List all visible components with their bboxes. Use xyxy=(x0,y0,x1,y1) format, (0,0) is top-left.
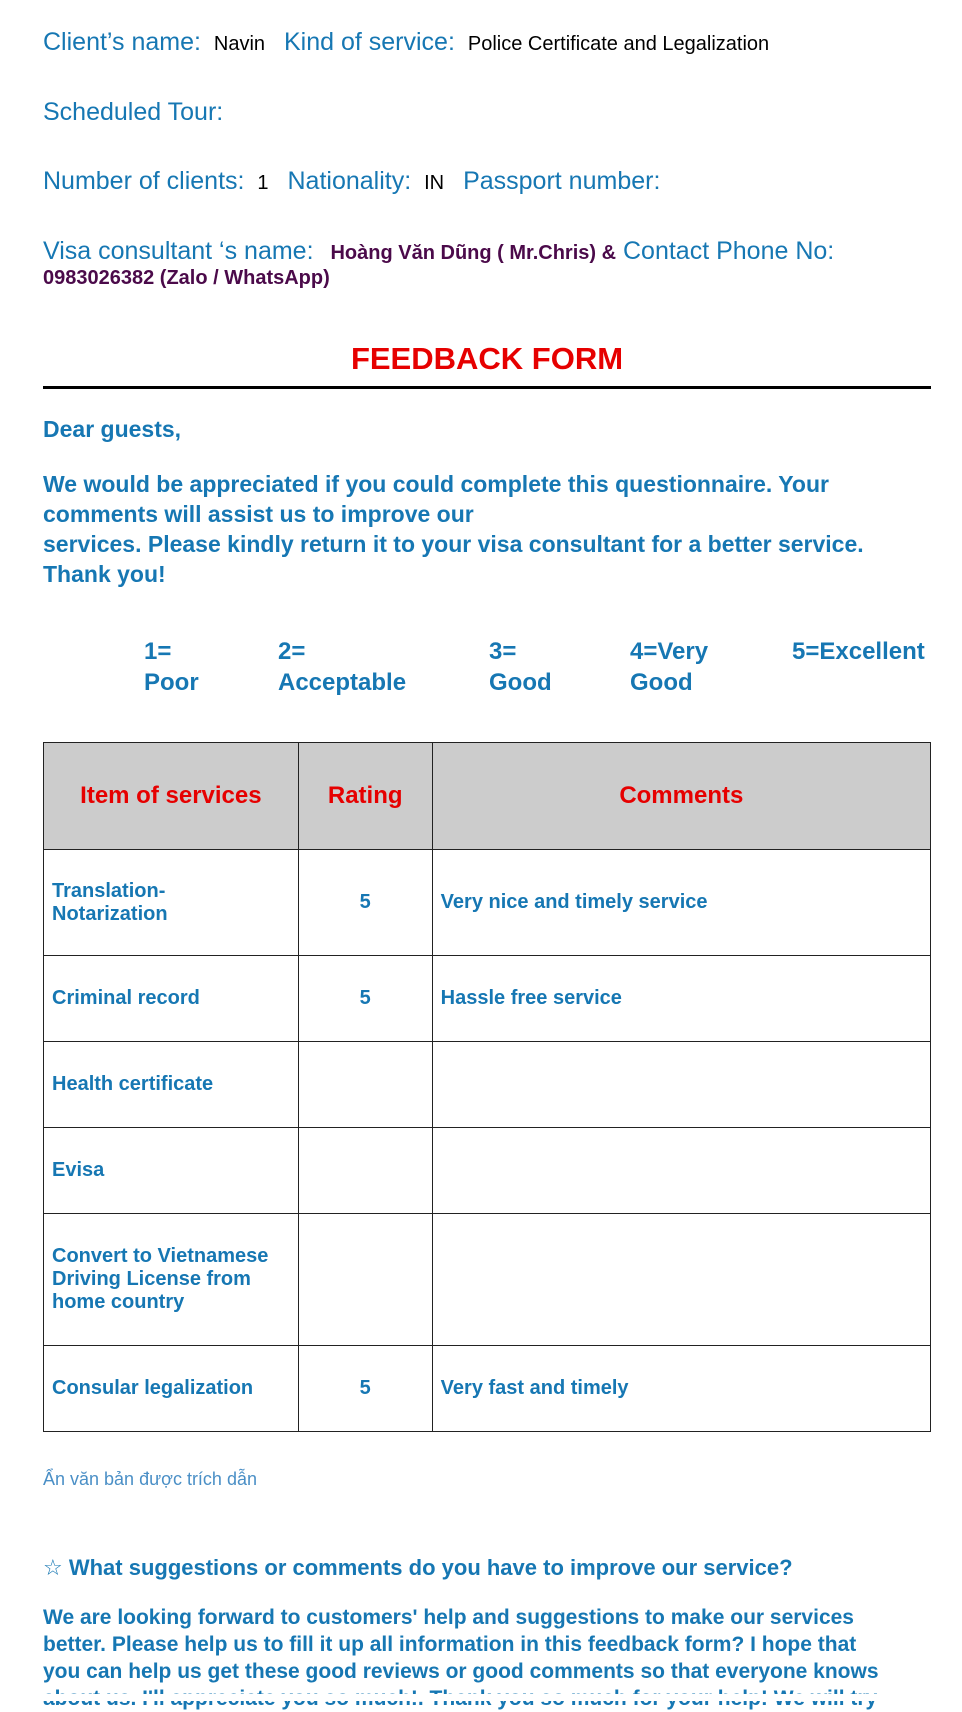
item-line: Driving License from xyxy=(52,1268,251,1290)
clients-row xyxy=(43,167,660,196)
rating-cell[interactable] xyxy=(298,1128,432,1214)
intro-line: We would be appreciated if you could complete this questionnaire. Your xyxy=(43,471,829,497)
item-line: Health certificate xyxy=(52,1073,214,1095)
table-row xyxy=(44,1128,931,1214)
greeting: Dear guests, xyxy=(43,416,182,442)
scale-label: Good xyxy=(630,669,693,696)
comment-cell[interactable] xyxy=(432,1042,930,1128)
scale-label: 1= xyxy=(144,638,172,665)
visa-consultant-value: Hoàng Văn Dũng ( Mr.Chris) & xyxy=(330,242,617,264)
rating-scale-2 xyxy=(278,636,406,698)
show-quoted-text-link[interactable]: Ẩn văn bản được trích dẫn xyxy=(43,1469,257,1489)
passport-number-label: Passport number: xyxy=(463,167,661,195)
rating-cell[interactable]: 5 xyxy=(298,956,432,1042)
item-cell xyxy=(44,850,299,956)
table-header-row xyxy=(44,743,931,850)
table-row xyxy=(44,956,931,1042)
number-of-clients-value: 1 xyxy=(257,172,269,194)
client-info-row xyxy=(43,28,781,57)
tour-row xyxy=(43,98,223,127)
intro-line: comments will assist us to improve our xyxy=(43,501,474,527)
scale-label: Poor xyxy=(144,669,199,696)
item-cell xyxy=(44,1346,299,1432)
scale-label: 3= xyxy=(489,638,517,665)
closing-line: We are looking forward to customers' help and suggestions to make our services xyxy=(43,1606,854,1629)
table-row xyxy=(44,1346,931,1432)
closing-line: you can help us get these good reviews or good comments so that everyone knows xyxy=(43,1660,879,1683)
comment-cell[interactable] xyxy=(432,1128,930,1214)
item-line: Criminal record xyxy=(52,987,200,1009)
scale-label: Acceptable xyxy=(278,669,407,696)
form-title: FEEDBACK FORM xyxy=(350,341,624,376)
client-name-label: Client’s name: xyxy=(43,28,201,56)
table-row xyxy=(44,850,931,956)
rating-cell[interactable] xyxy=(298,1214,432,1346)
services-rating-table xyxy=(43,742,931,1432)
rating-scale-5 xyxy=(792,636,925,667)
bottom-clip xyxy=(0,1694,962,1701)
scale-label: 5=Excellent xyxy=(792,638,925,665)
item-cell xyxy=(44,956,299,1042)
contact-phone-value: 0983026382 (Zalo / WhatsApp) xyxy=(43,267,330,289)
scale-label: Good xyxy=(489,669,552,696)
item-line: Consular legalization xyxy=(52,1377,254,1399)
item-line: Notarization xyxy=(52,902,168,925)
kind-of-service-label: Kind of service: xyxy=(284,28,455,56)
closing-line: better. Please help us to fill it up all information in this feedback form? I hope that xyxy=(43,1633,857,1656)
contact-phone-label: Contact Phone No: xyxy=(623,237,835,265)
intro-paragraph xyxy=(43,469,931,589)
kind-of-service-value: Police Certificate and Legalization xyxy=(467,33,770,55)
header-item-of-services: Item of services xyxy=(44,743,299,850)
header-rating: Rating xyxy=(298,743,432,850)
intro-line: Thank you! xyxy=(43,561,166,587)
suggestions-question: ☆ What suggestions or comments do you have to improve our service? xyxy=(43,1555,793,1580)
item-cell xyxy=(44,1128,299,1214)
rating-cell[interactable] xyxy=(298,1042,432,1128)
visa-consultant-label: Visa consultant ‘s name: xyxy=(43,237,314,265)
comment-cell[interactable]: Hassle free service xyxy=(432,956,930,1042)
item-line: Convert to Vietnamese xyxy=(52,1245,269,1267)
client-name-value: Navin xyxy=(213,33,266,55)
item-line: Evisa xyxy=(52,1159,105,1181)
item-line: Translation- xyxy=(52,879,166,902)
header-comments: Comments xyxy=(432,743,930,850)
item-cell xyxy=(44,1042,299,1128)
scale-label: 2= xyxy=(278,638,306,665)
consultant-row xyxy=(43,237,834,266)
rating-scale-4 xyxy=(630,636,708,698)
nationality-value: IN xyxy=(424,172,445,194)
item-cell xyxy=(44,1214,299,1346)
rating-cell[interactable]: 5 xyxy=(298,850,432,956)
number-of-clients-label: Number of clients: xyxy=(43,167,245,195)
comment-cell[interactable]: Very fast and timely xyxy=(432,1346,930,1432)
scheduled-tour-label: Scheduled Tour: xyxy=(43,98,224,126)
comment-cell[interactable]: Very nice and timely service xyxy=(432,850,930,956)
rating-scale-1 xyxy=(144,636,199,698)
nationality-label: Nationality: xyxy=(287,167,412,195)
scale-label: 4=Very xyxy=(630,638,709,665)
table-row xyxy=(44,1214,931,1346)
rating-scale-3 xyxy=(489,636,552,698)
rating-cell[interactable]: 5 xyxy=(298,1346,432,1432)
table-row xyxy=(44,1042,931,1128)
title-divider xyxy=(43,386,931,389)
comment-cell[interactable] xyxy=(432,1214,930,1346)
item-line: home country xyxy=(52,1291,185,1313)
intro-line: services. Please kindly return it to your visa consultant for a better service. xyxy=(43,531,864,557)
